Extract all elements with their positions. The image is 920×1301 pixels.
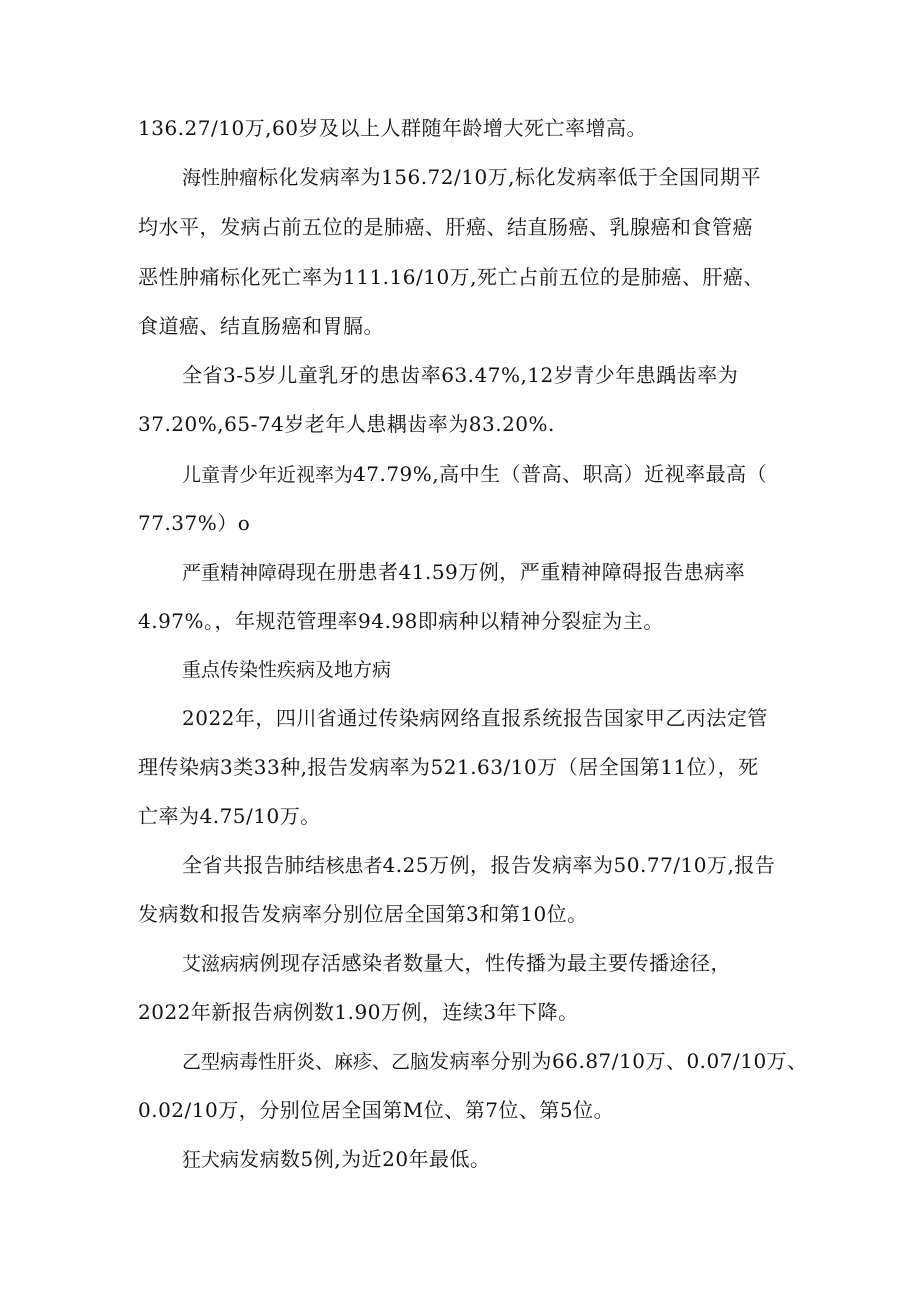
text-run: 2022年新报告病例数1.90万例，连续3年下降。 (138, 1000, 579, 1024)
text-run: 136.27/10万,60岁及以上人群随年龄增大死亡率增高。 (138, 116, 647, 140)
text-run: 4.97%。，年规范管理率94.98即病种以精神分裂症为主。 (138, 609, 664, 633)
text-run: 发病数5例,为近20年最低。 (239, 1147, 491, 1171)
text-line (0, 161, 920, 193)
text-run: 37.20%,65-74岁老年人患耦齿率为83.20%. (138, 412, 555, 436)
text-run: 77.37%）o (138, 511, 251, 535)
text-run: 0.02/10万，分别位居全国第M位、第7位、第5位。 (138, 1098, 615, 1122)
text-line (0, 702, 920, 734)
text-line (0, 408, 920, 440)
text-line (0, 898, 920, 930)
text-run: 全省共报告肺结 (182, 853, 326, 877)
text-run: 现在册患者41.59万例，严重精神障碍报告患病率 (296, 560, 746, 584)
text-run: 病例现存活感染者数量大，性传播为最主要传播途径， (239, 951, 732, 975)
term-label: 儿童青少年近视率为 (182, 464, 354, 486)
text-run: 恶性肿痛标化死亡率为111.16/10万,死亡占前五位的是肺癌、肝癌、 (138, 265, 765, 289)
term-label: 乙型病毒性肝炎、麻疹、乙脑 (182, 1051, 430, 1073)
term-label: 海性肿瘤 (182, 167, 259, 189)
text-line (0, 310, 920, 342)
text-line (0, 1045, 920, 1077)
term-label: 狂犬病 (182, 1149, 240, 1171)
text-line (0, 1143, 920, 1175)
text-line (0, 112, 920, 144)
term-label: 核患者 (325, 855, 383, 877)
section-heading (0, 653, 920, 685)
text-run: 发病率分别为66.87/10万、0.07/10万、 (429, 1049, 808, 1073)
text-line (0, 507, 920, 539)
text-line (0, 458, 920, 490)
term-label: 艾滋病 (182, 953, 240, 975)
text-line (0, 605, 920, 637)
text-run: 4.25万例，报告发病率为50.77/10万,报告 (382, 853, 776, 877)
text-line (0, 359, 920, 391)
text-run: 亡率为4.75/10万。 (138, 804, 321, 828)
section-heading-text: 重点传染性疾病及地方病 (182, 659, 392, 681)
text-line (0, 556, 920, 588)
text-run: 理传染病3类33种,报告发病率为521.63/10万（居全国第11位），死 (138, 755, 759, 779)
text-run: 食道癌、结直肠癌和胃膈。 (138, 314, 384, 338)
text-line (0, 947, 920, 979)
text-line (0, 800, 920, 832)
text-run: 均水平，发病占前五位的是肺癌、肝癌、结直肠癌、乳腺癌和食管癌 (138, 215, 753, 239)
term-label: 严重精神障碍 (182, 562, 297, 584)
text-line (0, 849, 920, 881)
text-line (0, 996, 920, 1028)
text-run: 47.79%,高中生（普高、职高）近视率最高（ (353, 462, 768, 486)
text-line (0, 211, 920, 243)
text-line (0, 751, 920, 783)
text-run: 全省3-5岁儿童乳牙的患齿率63.47%,12岁青少年患踽齿率为 (182, 363, 739, 387)
text-run: 标化发病率为156.72/10万,标化发病率低于全国同期平 (258, 165, 762, 189)
text-run: 2022年，四川省通过传染病网络直报系统报告国家甲乙丙法定管 (182, 706, 768, 730)
text-line (0, 261, 920, 293)
text-line (0, 1094, 920, 1126)
text-run: 发病数和报告发病率分别位居全国第3和第10位。 (138, 902, 588, 926)
